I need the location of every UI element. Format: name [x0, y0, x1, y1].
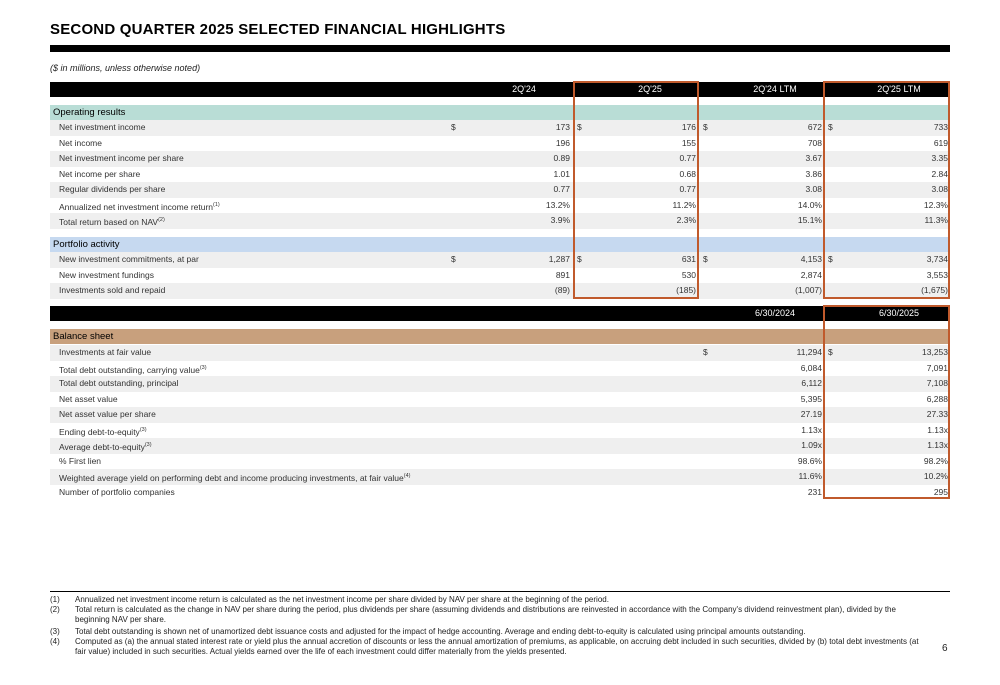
footnote-ref: (3) [199, 364, 207, 371]
row-value: 0.77 [553, 184, 570, 194]
row-label: Investments at fair value [59, 347, 152, 357]
currency-symbol: $ [828, 254, 833, 264]
footnote-number: (4) [50, 637, 60, 646]
row-value: 10.2% [923, 471, 948, 481]
row-value: 0.77 [679, 184, 696, 194]
table-row [50, 454, 950, 470]
footnote-rule [50, 591, 950, 592]
row-value: 173 [555, 122, 570, 132]
column-header: 2Q'25 [638, 84, 662, 94]
row-value: 11,294 [796, 347, 822, 357]
table-row [50, 182, 950, 198]
footnote-text: Total debt outstanding is shown net of unamortized debt issuance costs and adjusted for the impact of hedge accounting. Average and ending debt-to-equity is calculated using principal amounts outstanding. [75, 627, 806, 636]
currency-symbol: $ [577, 122, 582, 132]
row-label: Total return based on NAV$^{(2)}$ [59, 216, 165, 227]
section-portfolio-activity: Portfolio activity [50, 237, 950, 252]
row-value: 6,084 [800, 362, 822, 373]
row-label: Total debt outstanding, principal [59, 378, 179, 388]
row-value: (1,675) [921, 285, 948, 295]
row-label: Net asset value per share [59, 409, 156, 419]
row-value: 15.1% [797, 215, 822, 225]
row-value: (185) [676, 285, 696, 295]
footnote-text: Total return is calculated as the change in NAV per share during the period, plus dividends per share (assuming dividends and distributions are reinvested in accordance with the Company's dividend reinvestment plan), divided by the beginning NAV per share. [75, 605, 896, 624]
row-value: 0.89 [553, 153, 570, 163]
row-label: Weighted average yield on performing debt and income producing investments, at fair value$^{(4)}$ [59, 472, 411, 483]
row-value: 2.3% [676, 215, 696, 225]
row-value: 0.68 [679, 168, 696, 179]
table-row [50, 120, 950, 136]
row-label: Ending debt-to-equity$^{(3)}$ [59, 426, 147, 437]
row-value: 4,153 [800, 254, 822, 264]
row-label: Net investment income [59, 122, 146, 132]
row-value: 13,253 [922, 347, 948, 357]
row-value: 3.67 [805, 153, 822, 163]
row-value: 3.08 [805, 184, 822, 194]
title-rule [50, 45, 950, 52]
row-label: Net income per share [59, 168, 141, 179]
row-label: Net investment income per share [59, 153, 184, 163]
row-value: 14.0% [797, 199, 822, 210]
row-label: Regular dividends per share [59, 184, 166, 194]
row-value: 11.3% [924, 215, 948, 225]
row-value: 2.84 [931, 168, 948, 179]
column-header: 2Q'24 LTM [753, 84, 797, 94]
row-value: 7,108 [926, 378, 948, 388]
row-label: New investment commitments, at par [59, 254, 199, 264]
currency-symbol: $ [703, 254, 708, 264]
table-row [50, 407, 950, 423]
footnote-ref: (1) [213, 201, 220, 208]
row-label: Average debt-to-equity$^{(3)}$ [59, 441, 152, 452]
row-value: 733 [933, 122, 948, 132]
row-value: 6,112 [801, 378, 822, 388]
column-header: 6/30/2024 [754, 308, 796, 318]
footnote-ref: (2) [158, 217, 165, 223]
row-value: 5,395 [800, 393, 822, 404]
row-value: 13.2% [545, 199, 570, 210]
row-value: 27.33 [926, 409, 948, 419]
row-value: 3.35 [931, 153, 948, 163]
table-row [50, 252, 950, 268]
footnote-text: Computed as (a) the annual stated interest rate or yield plus the annual accretion of discounts or less the annual amortization of premiums, as applicable, on accruing debt included in such securities, divided by (b) total debt investments (at fair value) included in such securities. Actual yields earned over the life of each investment could differ materially from the yields presented. [75, 637, 919, 656]
row-label: Net income [59, 137, 102, 148]
footnote-number: (1) [50, 595, 60, 604]
column-header: 6/30/2025 [878, 308, 920, 318]
row-label: Annualized net investment income return$^{(1)}$ [59, 201, 220, 212]
section-operating-results: Operating results [50, 105, 950, 120]
row-value: 295 [933, 486, 948, 497]
row-value: 1.13x [927, 440, 948, 450]
row-label: Net asset value [59, 393, 118, 404]
table-row [50, 423, 950, 439]
row-value: 1.01 [553, 168, 570, 179]
period-header-bar [50, 82, 950, 97]
row-value: 2,874 [800, 269, 822, 280]
footnote-ref: (3) [144, 442, 152, 448]
table-row [50, 167, 950, 183]
row-value: 155 [681, 137, 696, 148]
currency-symbol: $ [451, 254, 456, 264]
page-number: 6 [942, 643, 948, 654]
footnote-number: (2) [50, 605, 60, 614]
row-value: 3,734 [926, 254, 948, 264]
row-value: 231 [807, 486, 822, 497]
table-row [50, 469, 950, 485]
row-value: 12.3% [923, 199, 948, 210]
row-value: (1,007) [795, 285, 822, 295]
table-row [50, 151, 950, 167]
currency-symbol: $ [703, 122, 708, 132]
currency-symbol: $ [703, 347, 708, 357]
currency-symbol: $ [451, 122, 456, 132]
row-value: 891 [555, 269, 570, 280]
row-value: 619 [933, 137, 948, 148]
footnote-text: Annualized net investment income return is calculated as the net investment income per share divided by NAV per share at the beginning of the period. [75, 595, 609, 604]
row-value: 196 [555, 137, 570, 148]
table-row [50, 198, 950, 214]
table-row [50, 376, 950, 392]
row-value: 7,091 [926, 362, 948, 373]
footnote-ref: (4) [403, 473, 411, 479]
row-label: % First lien [59, 455, 102, 466]
footnote-ref: (3) [139, 426, 147, 433]
table-row [50, 283, 950, 299]
row-value: 6,288 [926, 393, 948, 404]
row-value: 3.86 [805, 168, 822, 179]
currency-symbol: $ [577, 254, 582, 264]
table-row [50, 268, 950, 284]
row-value: 1.09x [801, 440, 822, 450]
table-row [50, 213, 950, 229]
table-row [50, 345, 950, 361]
row-value: 98.6% [797, 455, 822, 466]
row-value: 3.08 [931, 184, 948, 194]
column-header [464, 306, 584, 321]
row-value: 530 [681, 269, 696, 280]
table-row [50, 361, 950, 377]
section-balance-sheet: Balance sheet [50, 329, 950, 344]
row-label: New investment fundings [59, 269, 154, 280]
row-value: 631 [681, 254, 696, 264]
row-value: 3,553 [926, 269, 948, 280]
row-value: 176 [681, 122, 696, 132]
column-header: 2Q'24 [512, 84, 536, 94]
row-value: 1.13x [801, 424, 822, 435]
column-header: 2Q'25 LTM [877, 84, 921, 94]
balance-header-bar [50, 306, 950, 321]
row-value: 1.13x [927, 424, 948, 435]
row-value: 11.6% [798, 471, 822, 481]
units-note: ($ in millions, unless otherwise noted) [50, 63, 201, 73]
row-value: 1,287 [548, 254, 570, 264]
table-row [50, 438, 950, 454]
row-value: 672 [807, 122, 822, 132]
table-row [50, 392, 950, 408]
footnote-number: (3) [50, 627, 60, 636]
row-label: Total debt outstanding, carrying value$^{(3)}$ [59, 364, 207, 375]
row-value: 3.9% [550, 215, 570, 225]
currency-symbol: $ [828, 347, 833, 357]
row-value: 98.2% [923, 455, 948, 466]
table-row [50, 136, 950, 152]
row-label: Investments sold and repaid [59, 285, 166, 295]
table-row [50, 485, 950, 501]
row-value: 11.2% [672, 199, 696, 210]
row-value: 708 [807, 137, 822, 148]
page-title: SECOND QUARTER 2025 SELECTED FINANCIAL HIGHLIGHTS [50, 21, 506, 38]
row-label: Number of portfolio companies [59, 486, 175, 497]
currency-symbol: $ [828, 122, 833, 132]
column-header [590, 306, 710, 321]
row-value: 27.19 [800, 409, 822, 419]
row-value: (89) [554, 285, 570, 295]
row-value: 0.77 [679, 153, 696, 163]
